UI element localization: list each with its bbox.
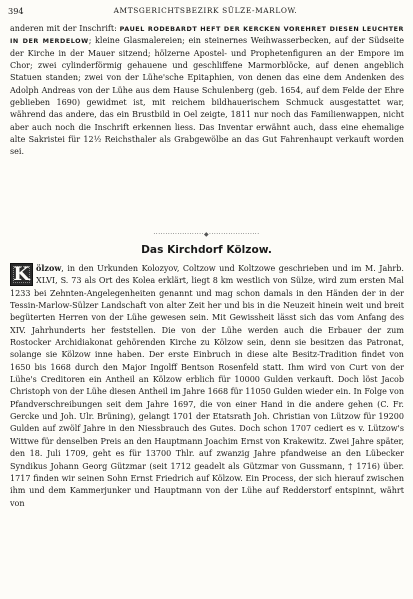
paragraph-inventory-body: ; kleine Glasmalereien; ein steinernes Weihwasserbecken, auf der Südseite der Kirche in der Mauer sitzend; hölzerne Apostel- und Prophetenfiguren an der Empore im Chor; zwei cylinderförmig gehauene und geschliffene Marmorblöcke, auf denen angeblich Statuen standen; zwei von der Lühe'sche Epitaphien, von denen das eine dem Andenken des Adolph Andreas von der Lühe aus dem Hause Schulenberg (geb. 1654, auf dem Felde der Ehre geblieben 1690) gewidmet ist, mit reichem bildhauerischem Schmuck ausgestattet war, während das andere, das ein Brustbild in Oel zeigte, 1811 nur noch das Familienwappen, nicht aber auch noch die Inschrift erkennen liess. Das Inventar erwähnt auch, dass eine ehemalige alte Sakristei für 12½ Reichsthaler als Grabgewölbe an das Gut Fahrenhaupt verkauft worden sei.: [10, 36, 404, 157]
drop-cap: [10, 263, 33, 286]
paragraph-koelzow: [10, 262, 404, 510]
inscription-text: PAUEL RODEBARDT HEFT DER KERCKEN VOREHRET DIESEN LEUCHTER IN DER MERDELOW: [10, 25, 405, 46]
drop-cap-letter: K: [13, 263, 30, 285]
page-number: 394: [8, 6, 24, 16]
paragraph-inventory-lead: anderen mit der Inschrift:: [10, 24, 120, 33]
section-title: Das Kirchdorf Kölzow.: [141, 244, 272, 256]
running-header: [8, 4, 403, 18]
place-name-lead: ölzow: [36, 263, 62, 273]
paragraph-koelzow-body: , in den Urkunden Kolozyov, Coltzow und Koltzowe geschrieben und im M. Jahrb. XLVI, S. 73 als Ort des Kolea erklärt, liegt 8 km westlich von Sülze, wird zum ersten Mal 1233 bei Zehnten-Angelegenheiten genannt und mag schon damals in den Händen der in der Tessin-Marlow-Sülzer Landschaft von alter Zeit her und bis in die Neuzeit hinein weit und breit begüterten Herren von der Lühe gewesen sein. Mit Gewissheit lässt sich das vom Anfang des XIV. Jahrhunderts her feststellen. Die von der Lühe werden auch die Erbauer der zum Rostocker Archidiakonat gehörenden Kirche zu Kölzow sein, denn sie besitzen das Patronat, solange sie Kölzow inne haben. Der erste Einbruch in diese alte Besitz-Tradition findet von 1650 bis 1668 durch den Major Ingolff Bentson Rosenfeld statt. Ihm wird von Curt von der Lühe's Creditoren ein Antheil an Kölzow erblich für 10000 Gulden verkauft. Doch löst Jacob Christoph von der Lühe diesen Antheil im Jahre 1668 für 11050 Gulden wieder ein. In Folge von Pfandverschreibungen seit dem Jahre 1697, die von einer Hand in die andere gehen (C. Fr. Gercke und Joh. Ulr. Brüning), gelangt 1701 der Etatsrath Joh. Christian von Lützow für 19200 Gulden auf zwölf Jahre in den Niessbrauch des Gutes. Doch schon 1707 cediert es v. Lützow's Wittwe für denselben Preis an den Hauptmann Joachim Ernst von Krakewitz. Zwei Jahre später, den 18. Juli 1709, geht es für 13700 Thlr. auf zwanzig Jahre pfandweise an den Lübecker Syndikus Johann Georg Gützmar (seit 1712 geadelt als Gützmar von Gussmann, † 1716) über. 1717 finden wir seinen Sohn Ernst Friedrich auf Kölzow. Ein Process, der sich hierauf zwischen ihm und dem Kammerjunker und Hauptmann von der Lühe auf Redderstorf entspinnt, währt von: [10, 264, 404, 508]
paragraph-inventory: [10, 23, 404, 159]
section-divider-ornament: ·····················◆·····················: [153, 231, 260, 238]
running-title: AMTSGERICHTSBEZIRK SÜLZE-MARLOW.: [113, 6, 298, 15]
